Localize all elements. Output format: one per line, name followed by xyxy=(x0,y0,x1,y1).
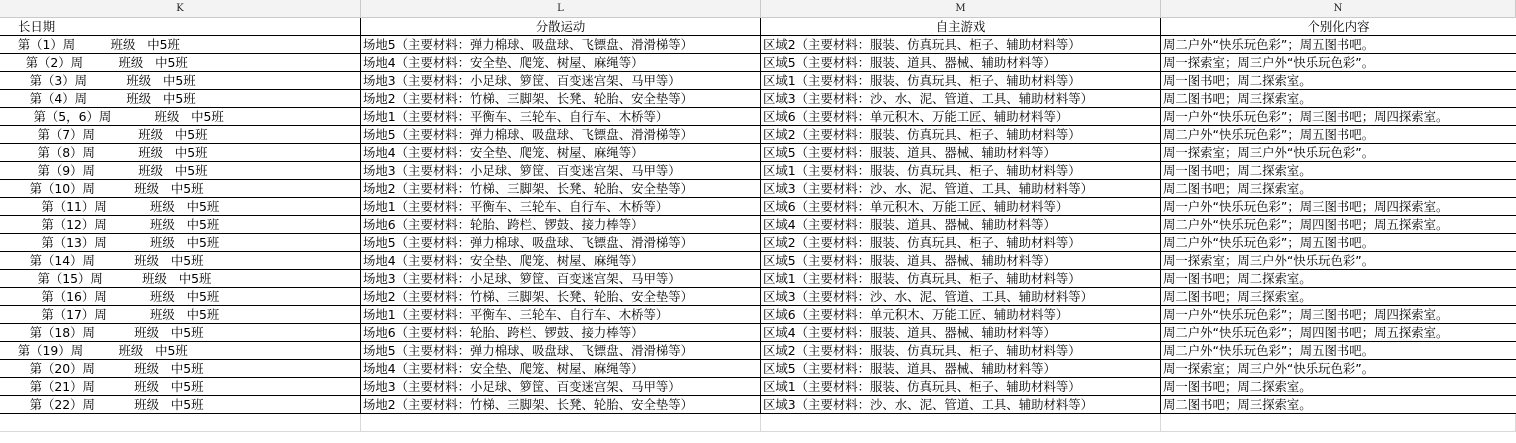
table-row xyxy=(0,90,1516,108)
table-row xyxy=(0,324,1516,342)
individual-cell[interactable]: 周一探索室；周三户外“快乐玩色彩”。 xyxy=(1161,144,1516,162)
column-header-n[interactable]: N xyxy=(1161,0,1516,17)
sport-cell[interactable]: 场地5（主要材料：弹力棉球、吸盘球、飞镖盘、滑滑梯等） xyxy=(361,36,761,54)
table-row xyxy=(0,162,1516,180)
week-cell[interactable]: 第（11）周 班级 中5班 xyxy=(0,198,361,216)
play-cell[interactable]: 区域4（主要材料：服装、道具、器械、辅助材料等） xyxy=(761,324,1161,342)
individual-cell[interactable]: 周二户外“快乐玩色彩”；周五图书吧。 xyxy=(1161,126,1516,144)
table-row xyxy=(0,144,1516,162)
individual-cell[interactable]: 周一探索室；周三户外“快乐玩色彩”。 xyxy=(1161,54,1516,72)
table-row xyxy=(0,108,1516,126)
sport-cell[interactable]: 场地5（主要材料：弹力棉球、吸盘球、飞镖盘、滑滑梯等） xyxy=(361,126,761,144)
table-row xyxy=(0,54,1516,72)
play-cell[interactable]: 区域2（主要材料：服装、仿真玩具、柜子、辅助材料等） xyxy=(761,342,1161,360)
week-cell[interactable]: 第（14）周 班级 中5班 xyxy=(0,252,361,270)
table-row xyxy=(0,252,1516,270)
table-row xyxy=(0,72,1516,90)
sport-cell[interactable]: 场地3（主要材料：小足球、箩筐、百变迷宫架、马甲等） xyxy=(361,378,761,396)
sport-cell[interactable]: 场地6（主要材料：轮胎、跨栏、锣鼓、接力棒等） xyxy=(361,324,761,342)
header-cell-date[interactable]: 长日期 xyxy=(0,18,361,36)
week-cell[interactable]: 第（5，6）周 班级 中5班 xyxy=(0,108,361,126)
week-cell[interactable]: 第（2）周 班级 中5班 xyxy=(0,54,361,72)
play-cell[interactable]: 区域2（主要材料：服装、仿真玩具、柜子、辅助材料等） xyxy=(761,36,1161,54)
header-cell-individual[interactable]: 个别化内容 xyxy=(1161,18,1516,36)
table-body xyxy=(0,36,1516,414)
play-cell[interactable]: 区域1（主要材料：服装、仿真玩具、柜子、辅助材料等） xyxy=(761,270,1161,288)
week-cell[interactable]: 第（22）周 班级 中5班 xyxy=(0,396,361,414)
table-row xyxy=(0,342,1516,360)
table-row xyxy=(0,198,1516,216)
play-cell[interactable]: 区域5（主要材料：服装、道具、器械、辅助材料等） xyxy=(761,252,1161,270)
empty-cell[interactable] xyxy=(0,414,361,432)
individual-cell[interactable]: 周一图书吧；周二探索室。 xyxy=(1161,162,1516,180)
week-cell[interactable]: 第（20）周 班级 中5班 xyxy=(0,360,361,378)
empty-row xyxy=(0,414,1516,432)
individual-cell[interactable]: 周一户外“快乐玩色彩”；周三图书吧；周四探索室。 xyxy=(1161,108,1516,126)
table-row xyxy=(0,36,1516,54)
individual-cell[interactable]: 周二图书吧；周三探索室。 xyxy=(1161,180,1516,198)
week-cell[interactable]: 第（19）周 班级 中5班 xyxy=(0,342,361,360)
empty-cell[interactable] xyxy=(361,414,761,432)
table-row xyxy=(0,270,1516,288)
week-cell[interactable]: 第（13）周 班级 中5班 xyxy=(0,234,361,252)
individual-cell[interactable]: 周二户外“快乐玩色彩”；周五图书吧。 xyxy=(1161,36,1516,54)
individual-cell[interactable]: 周二户外“快乐玩色彩”；周四图书吧；周五探索室。 xyxy=(1161,216,1516,234)
play-cell[interactable]: 区域6（主要材料：单元积木、万能工匠、辅助材料等） xyxy=(761,198,1161,216)
table-row xyxy=(0,288,1516,306)
table-row xyxy=(0,234,1516,252)
table-row xyxy=(0,306,1516,324)
table-header-row xyxy=(0,18,1516,36)
individual-cell[interactable]: 周二图书吧；周三探索室。 xyxy=(1161,396,1516,414)
week-cell[interactable]: 第（9）周 班级 中5班 xyxy=(0,162,361,180)
table-row xyxy=(0,216,1516,234)
sport-cell[interactable]: 场地1（主要材料：平衡车、三轮车、自行车、木桥等） xyxy=(361,306,761,324)
sport-cell[interactable]: 场地4（主要材料：安全垫、爬笼、树屋、麻绳等） xyxy=(361,144,761,162)
individual-cell[interactable]: 周一图书吧；周二探索室。 xyxy=(1161,378,1516,396)
play-cell[interactable]: 区域5（主要材料：服装、道具、器械、辅助材料等） xyxy=(761,144,1161,162)
individual-cell[interactable]: 周二图书吧；周三探索室。 xyxy=(1161,90,1516,108)
sport-cell[interactable]: 场地2（主要材料：竹梯、三脚架、长凳、轮胎、安全垫等） xyxy=(361,288,761,306)
individual-cell[interactable]: 周一探索室；周三户外“快乐玩色彩”。 xyxy=(1161,360,1516,378)
play-cell[interactable]: 区域5（主要材料：服装、道具、器械、辅助材料等） xyxy=(761,360,1161,378)
play-cell[interactable]: 区域1（主要材料：服装、仿真玩具、柜子、辅助材料等） xyxy=(761,162,1161,180)
play-cell[interactable]: 区域1（主要材料：服装、仿真玩具、柜子、辅助材料等） xyxy=(761,72,1161,90)
week-cell[interactable]: 第（15）周 班级 中5班 xyxy=(0,270,361,288)
individual-cell[interactable]: 周二图书吧；周三探索室。 xyxy=(1161,288,1516,306)
play-cell[interactable]: 区域1（主要材料：服装、仿真玩具、柜子、辅助材料等） xyxy=(761,378,1161,396)
sport-cell[interactable]: 场地3（主要材料：小足球、箩筐、百变迷宫架、马甲等） xyxy=(361,72,761,90)
sport-cell[interactable]: 场地2（主要材料：竹梯、三脚架、长凳、轮胎、安全垫等） xyxy=(361,180,761,198)
column-header-l[interactable]: L xyxy=(361,0,761,17)
play-cell[interactable]: 区域5（主要材料：服装、道具、器械、辅助材料等） xyxy=(761,54,1161,72)
individual-cell[interactable]: 周二户外“快乐玩色彩”；周五图书吧。 xyxy=(1161,234,1516,252)
play-cell[interactable]: 区域3（主要材料：沙、水、泥、管道、工具、辅助材料等） xyxy=(761,288,1161,306)
individual-cell[interactable]: 周二户外“快乐玩色彩”；周五图书吧。 xyxy=(1161,342,1516,360)
sport-cell[interactable]: 场地2（主要材料：竹梯、三脚架、长凳、轮胎、安全垫等） xyxy=(361,396,761,414)
column-header-bar xyxy=(0,0,1516,18)
sport-cell[interactable]: 场地4（主要材料：安全垫、爬笼、树屋、麻绳等） xyxy=(361,54,761,72)
table-row xyxy=(0,378,1516,396)
play-cell[interactable]: 区域6（主要材料：单元积木、万能工匠、辅助材料等） xyxy=(761,108,1161,126)
play-cell[interactable]: 区域3（主要材料：沙、水、泥、管道、工具、辅助材料等） xyxy=(761,396,1161,414)
individual-cell[interactable]: 周一户外“快乐玩色彩”；周三图书吧；周四探索室。 xyxy=(1161,198,1516,216)
week-cell[interactable]: 第（12）周 班级 中5班 xyxy=(0,216,361,234)
week-cell[interactable]: 第（4）周 班级 中5班 xyxy=(0,90,361,108)
column-header-m[interactable]: M xyxy=(761,0,1161,17)
week-cell[interactable]: 第（3）周 班级 中5班 xyxy=(0,72,361,90)
week-cell[interactable]: 第（16）周 班级 中5班 xyxy=(0,288,361,306)
play-cell[interactable]: 区域2（主要材料：服装、仿真玩具、柜子、辅助材料等） xyxy=(761,126,1161,144)
individual-cell[interactable]: 周一探索室；周三户外“快乐玩色彩”。 xyxy=(1161,252,1516,270)
week-cell[interactable]: 第（8）周 班级 中5班 xyxy=(0,144,361,162)
header-cell-play[interactable]: 自主游戏 xyxy=(761,18,1161,36)
sport-cell[interactable]: 场地3（主要材料：小足球、箩筐、百变迷宫架、马甲等） xyxy=(361,270,761,288)
table-row xyxy=(0,396,1516,414)
play-cell[interactable]: 区域3（主要材料：沙、水、泥、管道、工具、辅助材料等） xyxy=(761,180,1161,198)
week-cell[interactable]: 第（18）周 班级 中5班 xyxy=(0,324,361,342)
play-cell[interactable]: 区域4（主要材料：服装、道具、器械、辅助材料等） xyxy=(761,216,1161,234)
empty-cell[interactable] xyxy=(1161,414,1516,432)
sport-cell[interactable]: 场地6（主要材料：轮胎、跨栏、锣鼓、接力棒等） xyxy=(361,216,761,234)
empty-cell[interactable] xyxy=(761,414,1161,432)
sport-cell[interactable]: 场地4（主要材料：安全垫、爬笼、树屋、麻绳等） xyxy=(361,252,761,270)
table-row xyxy=(0,360,1516,378)
individual-cell[interactable]: 周一图书吧；周二探索室。 xyxy=(1161,270,1516,288)
individual-cell[interactable]: 周一户外“快乐玩色彩”；周三图书吧；周四探索室。 xyxy=(1161,306,1516,324)
sport-cell[interactable]: 场地5（主要材料：弹力棉球、吸盘球、飞镖盘、滑滑梯等） xyxy=(361,342,761,360)
sport-cell[interactable]: 场地5（主要材料：弹力棉球、吸盘球、飞镖盘、滑滑梯等） xyxy=(361,234,761,252)
play-cell[interactable]: 区域2（主要材料：服装、仿真玩具、柜子、辅助材料等） xyxy=(761,234,1161,252)
table-row xyxy=(0,180,1516,198)
header-cell-sport[interactable]: 分散运动 xyxy=(361,18,761,36)
play-cell[interactable]: 区域3（主要材料：沙、水、泥、管道、工具、辅助材料等） xyxy=(761,90,1161,108)
week-cell[interactable]: 第（17）周 班级 中5班 xyxy=(0,306,361,324)
week-cell[interactable]: 第（7）周 班级 中5班 xyxy=(0,126,361,144)
play-cell[interactable]: 区域6（主要材料：单元积木、万能工匠、辅助材料等） xyxy=(761,306,1161,324)
table-row xyxy=(0,126,1516,144)
week-cell[interactable]: 第（10）周 班级 中5班 xyxy=(0,180,361,198)
sport-cell[interactable]: 场地2（主要材料：竹梯、三脚架、长凳、轮胎、安全垫等） xyxy=(361,90,761,108)
week-cell[interactable]: 第（21）周 班级 中5班 xyxy=(0,378,361,396)
individual-cell[interactable]: 周二户外“快乐玩色彩”；周四图书吧；周五探索室。 xyxy=(1161,324,1516,342)
sport-cell[interactable]: 场地3（主要材料：小足球、箩筐、百变迷宫架、马甲等） xyxy=(361,162,761,180)
sport-cell[interactable]: 场地1（主要材料：平衡车、三轮车、自行车、木桥等） xyxy=(361,198,761,216)
sport-cell[interactable]: 场地4（主要材料：安全垫、爬笼、树屋、麻绳等） xyxy=(361,360,761,378)
column-header-k[interactable]: K xyxy=(0,0,361,17)
sport-cell[interactable]: 场地1（主要材料：平衡车、三轮车、自行车、木桥等） xyxy=(361,108,761,126)
week-cell[interactable]: 第（1）周 班级 中5班 xyxy=(0,36,361,54)
individual-cell[interactable]: 周一图书吧；周二探索室。 xyxy=(1161,72,1516,90)
